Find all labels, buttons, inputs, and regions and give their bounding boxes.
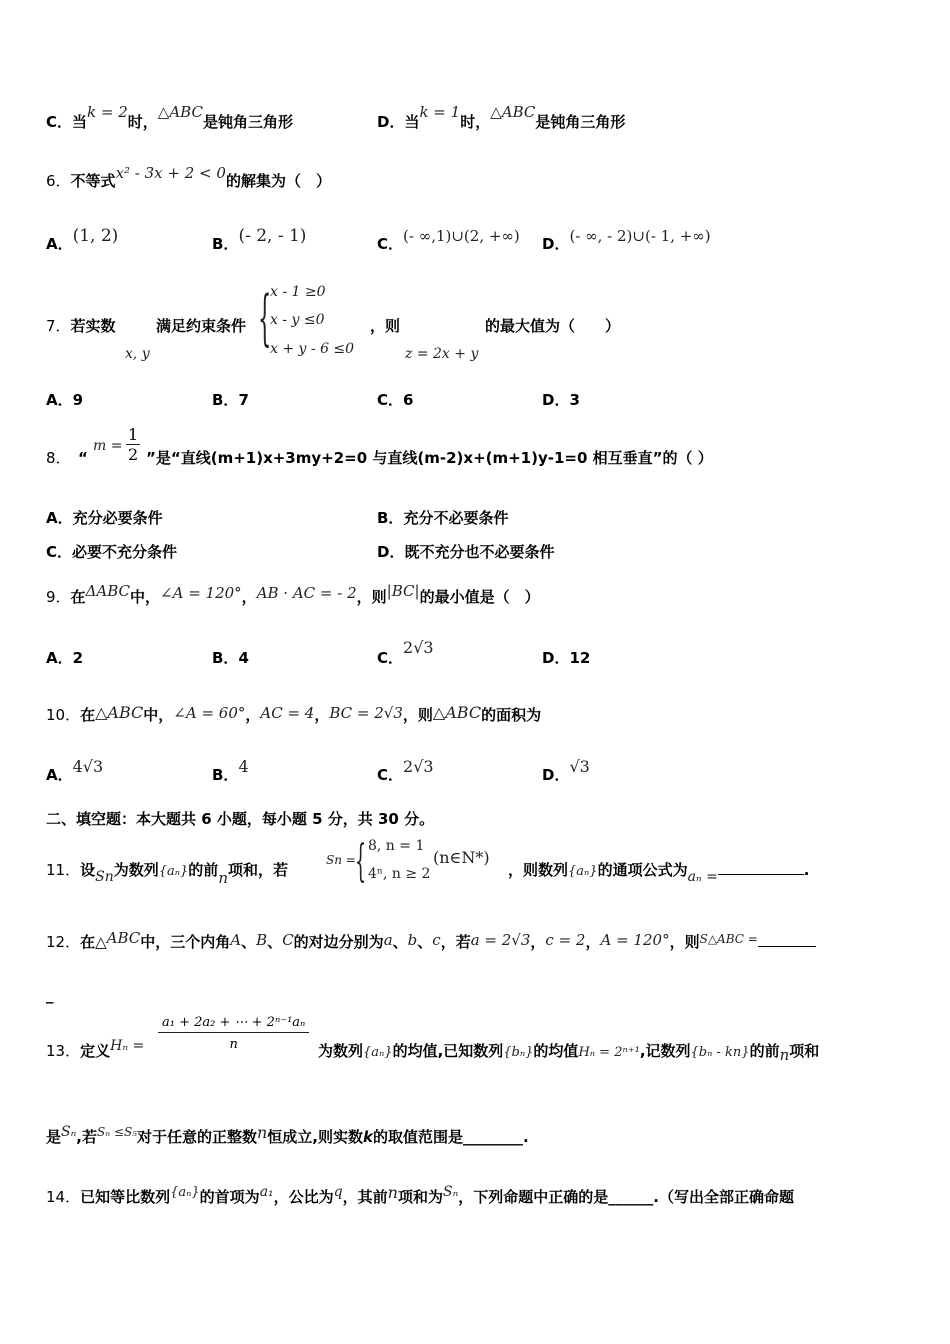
q7-constraint-3: x + y - 6 ≤0: [270, 341, 355, 357]
q6-option-a: A．(1, 2): [46, 226, 119, 253]
q8-m-eq: m =: [93, 438, 123, 454]
q7-vars: x, y: [125, 346, 150, 362]
q12-answer-blank[interactable]: [758, 932, 816, 947]
q7-mid: 满足约束条件: [156, 317, 247, 335]
q7-constraint-2: x - y ≤0: [270, 312, 325, 328]
q8-option-d: D．既不充分也不必要条件: [377, 543, 555, 561]
question-12: 12．在△ABC中，三个内角A、B、C的对边分别为a、b、c，若a = 2√3，c = 2，A = 120°，则$^{S\triangle ABC =}$: [46, 932, 816, 953]
q6-option-d: D．(- ∞, - 2)∪(- 1, +∞): [542, 227, 711, 253]
question-11: 11．设Sn为数列{aₙ}的前n项和，若: [46, 861, 288, 887]
q9-option-a: A．2: [46, 649, 84, 667]
q12-dash: _: [46, 986, 54, 1004]
q7-then: ，则: [370, 317, 401, 335]
q8-open-quote: “: [78, 449, 88, 467]
q11-condition: (n∈N*): [433, 848, 490, 867]
q11-case-1: 8, n = 1: [368, 838, 425, 854]
question-9: 9．在ΔABC中，∠A = 120°，AB · AC = - 2，则|BC|的最小值是（ ）: [46, 582, 540, 606]
q9-option-d: D．12: [542, 649, 591, 667]
q10-option-c: C．2√3: [377, 757, 434, 784]
q7-option-a: A．9: [46, 391, 84, 409]
q11-brace: {: [355, 836, 367, 887]
q13-fraction: $\frac{\text{a₁ + 2a₂ + ⋯ + 2ⁿ⁻¹aₙ}}{n}$: [158, 1015, 309, 1052]
q8-option-c: C．必要不充分条件: [46, 543, 178, 561]
q13-line1: 为数列{aₙ}的均值,已知数列{bₙ}的均值Hₙ = 2ⁿ⁺¹,记数列{bₙ - kn}的前n项和: [318, 1042, 820, 1064]
q9-option-c: C．2√3: [377, 638, 434, 667]
q7-objective: z = 2x + y: [405, 346, 479, 362]
q11-sn-eq: Sn =: [326, 853, 356, 867]
q9-option-b: B．4: [212, 649, 249, 667]
q11-tail: ，则数列{aₙ}的通项公式为aₙ = .: [508, 861, 810, 885]
question-13: 13．定义Hₙ =: [46, 1038, 145, 1060]
q10-option-a: A．4√3: [46, 757, 104, 784]
question-7: 7．若实数: [46, 317, 116, 335]
q6-option-b: B．(- 2, - 1): [212, 226, 307, 253]
q5-option-c: C．当k = 2时，△ABC是钝角三角形: [46, 103, 293, 131]
q7-option-b: B．7: [212, 391, 249, 409]
q11-case-2: 4ⁿ, n ≥ 2: [368, 866, 431, 882]
q8-option-a: A．充分必要条件: [46, 509, 163, 527]
q8-option-b: B．充分不必要条件: [377, 509, 509, 527]
q7-option-d: D．3: [542, 391, 580, 409]
q7-constraint-1: x - 1 ≥0: [270, 284, 326, 300]
q7-brace: {: [258, 283, 272, 353]
q8-fraction: $\frac{1}{2}$: [128, 425, 139, 464]
question-14: 14．已知等比数列{aₙ}的首项为a₁，公比为q，其前n项和为Sₙ，下列命题中正确的是______.（写出全部正确命题: [46, 1183, 794, 1206]
q8-text: ”是“直线(m+1)x+3my+2=0 与直线(m-2)x+(m+1)y-1=0 相互垂直”的（ ）: [146, 449, 713, 467]
q6-option-c: C．(- ∞,1)∪(2, +∞): [377, 227, 520, 253]
q13-line2: 是Sₙ,若$^{S_n \le S_5}$对于任意的正整数n恒成立,则实数k的取值范围是________.: [46, 1123, 529, 1146]
q5-option-d: D．当k = 1时，△ABC是钝角三角形: [377, 103, 626, 131]
q10-option-d: D．√3: [542, 757, 590, 784]
question-6: 6．不等式x² - 3x + 2 < 0的解集为（ ）: [46, 164, 331, 190]
q11-answer-blank[interactable]: [718, 860, 804, 875]
q10-option-b: B．4: [212, 757, 249, 784]
question-8: 8．: [46, 449, 71, 467]
q7-post: 的最大值为（ ）: [485, 317, 621, 335]
question-10: 10．在△ABC中，∠A = 60°，AC = 4，BC = 2√3，则△ABC的面积为: [46, 703, 542, 724]
q7-option-c: C．6: [377, 391, 414, 409]
section-heading: 二、填空题：本大题共 6 小题，每小题 5 分，共 30 分。: [46, 810, 435, 828]
